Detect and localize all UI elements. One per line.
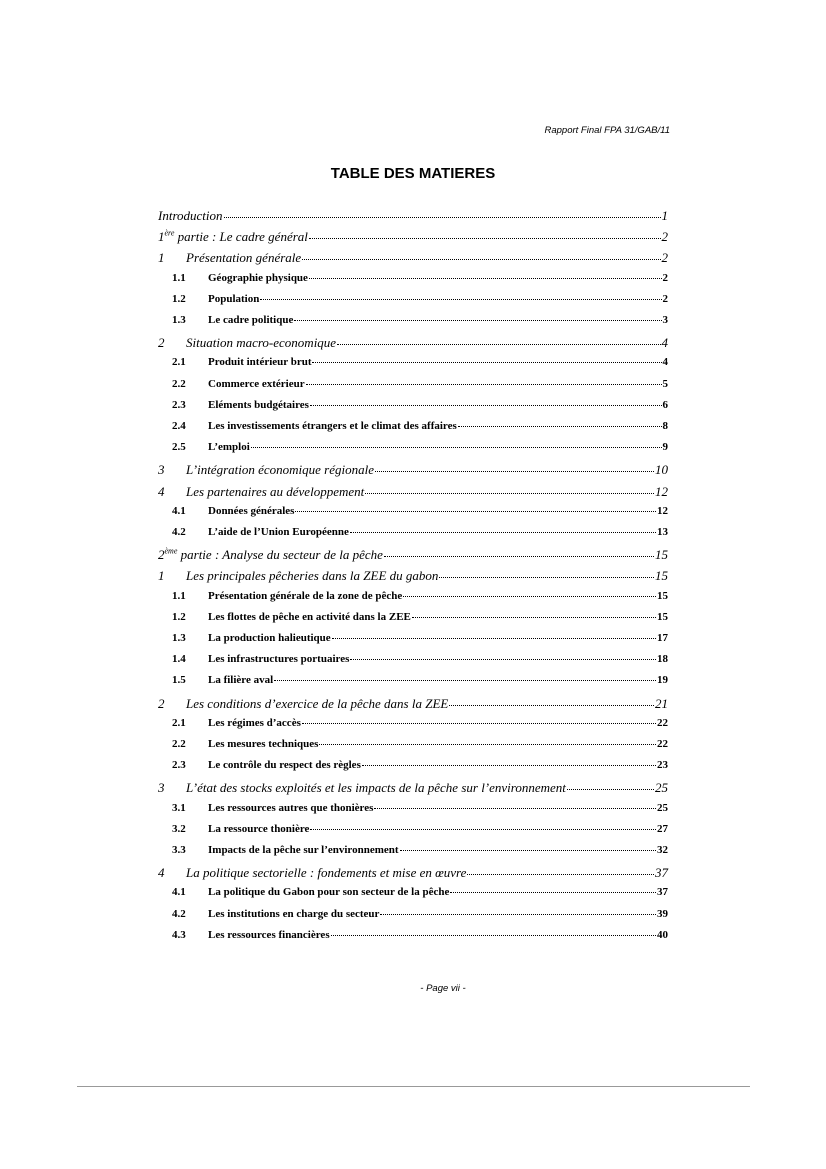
toc-entry-page: 5	[662, 377, 668, 390]
toc-entry-page: 15	[655, 568, 668, 584]
toc-entry[interactable]	[172, 356, 668, 368]
toc-entry[interactable]	[172, 590, 668, 602]
toc-entry-page: 15	[657, 589, 668, 602]
toc-entry-title: La ressource thonière	[208, 822, 310, 835]
toc-dot-leader	[380, 914, 656, 915]
toc-dot-leader	[302, 259, 660, 260]
toc-entry[interactable]	[172, 929, 668, 941]
toc-dot-leader	[365, 493, 654, 494]
toc-dot-leader	[312, 362, 661, 363]
toc-entry-title: Données générales	[208, 504, 295, 517]
toc-entry-number: 2	[158, 695, 165, 711]
toc-entry-number: 2.1	[172, 356, 186, 369]
toc-entry-page: 21	[655, 695, 668, 711]
toc-entry-title: Présentation générale	[186, 250, 302, 266]
toc-part-number: 1	[158, 229, 165, 245]
toc-entry-title: Commerce extérieur	[208, 377, 305, 390]
toc-entry[interactable]	[158, 547, 668, 563]
toc-entry-title: La production halieutique	[208, 632, 331, 644]
toc-entry-title: Les flottes de pêche en activité dans la ZEE	[208, 610, 411, 623]
toc-entry-title: Population	[208, 292, 260, 305]
toc-entry[interactable]	[172, 611, 668, 623]
toc-entry-title	[158, 547, 383, 563]
toc-entry-number: 3.3	[172, 844, 186, 856]
toc-entry-title: Les conditions d’exercice de la pêche dans la ZEE	[186, 695, 449, 711]
toc-dot-leader	[295, 511, 656, 512]
toc-part-ordinal: ère	[164, 228, 175, 238]
toc-entry-page: 2	[662, 292, 668, 305]
toc-entry-page: 12	[655, 483, 668, 499]
toc-entry[interactable]	[172, 717, 668, 729]
toc-entry-page: 15	[657, 610, 668, 623]
toc-entry-number: 2	[158, 335, 165, 351]
toc-entry[interactable]	[172, 420, 668, 432]
toc-entry-page: 25	[657, 801, 668, 814]
toc-entry[interactable]	[172, 823, 668, 835]
toc-entry-title: La politique du Gabon pour son secteur de la pêche	[208, 886, 450, 899]
toc-dot-leader	[306, 384, 662, 385]
toc-dot-leader	[332, 638, 656, 639]
toc-entry-number: 1	[158, 250, 165, 266]
toc-entry-title: Produit intérieur brut	[208, 356, 312, 369]
toc-entry-number: 1.3	[172, 632, 186, 644]
toc-entry-title: L’emploi	[208, 441, 250, 454]
toc-entry-page: 2	[661, 229, 668, 245]
toc-entry-number: 4.1	[172, 886, 186, 899]
toc-entry-page: 13	[657, 526, 668, 538]
toc-entry-page: 23	[657, 759, 668, 772]
toc-entry[interactable]	[158, 462, 668, 478]
toc-entry-page: 8	[662, 420, 668, 432]
toc-entry[interactable]	[158, 696, 668, 712]
toc-entry-title: Introduction	[158, 208, 223, 223]
toc-dot-leader	[319, 744, 656, 745]
toc-entry[interactable]	[172, 674, 668, 686]
toc-dot-leader	[350, 532, 656, 533]
toc-entry-number: 2.2	[172, 738, 186, 750]
toc-entry-page: 10	[655, 462, 668, 478]
toc-dot-leader	[567, 789, 654, 790]
toc-entry-page: 4	[661, 335, 668, 351]
toc-entry-page: 12	[657, 504, 668, 517]
toc-dot-leader	[251, 447, 662, 448]
toc-entry-title: Présentation générale de la zone de pêche	[208, 589, 403, 602]
toc-entry-title: Les principales pêcheries dans la ZEE du gabon	[186, 568, 439, 584]
toc-entry-number: 1.3	[172, 314, 186, 326]
toc-dot-leader	[274, 680, 656, 681]
toc-part-ordinal: ème	[164, 546, 178, 556]
toc-entry[interactable]	[172, 293, 668, 305]
toc-entry-number: 1	[158, 568, 165, 584]
toc-dot-leader	[309, 238, 661, 239]
toc-dot-leader	[412, 617, 656, 618]
toc-dot-leader	[310, 829, 656, 830]
toc-entry-number: 3	[158, 462, 165, 478]
toc-dot-leader	[458, 426, 662, 427]
toc-entry-title: Les institutions en charge du secteur	[208, 907, 380, 920]
toc-entry-number: 1.4	[172, 653, 186, 666]
toc-entry-number: 2.4	[172, 420, 186, 432]
toc-entry-title: Les ressources financières	[208, 928, 330, 941]
toc-entry[interactable]	[172, 908, 668, 920]
toc-dot-leader	[449, 705, 654, 706]
toc-entry-page: 9	[662, 441, 668, 454]
toc-entry-title: Les partenaires au développement	[186, 483, 365, 499]
toc-entry-title: Situation macro-economique	[186, 335, 337, 351]
toc-entry-title: La filière aval	[208, 674, 274, 687]
toc-entry-number: 4	[158, 865, 165, 881]
toc-entry-page: 37	[657, 886, 668, 899]
toc-entry-number: 4.1	[172, 504, 186, 517]
toc-dot-leader	[467, 874, 654, 875]
toc-entry-page: 2	[662, 271, 668, 284]
toc-dot-leader	[375, 471, 654, 472]
toc-entry[interactable]	[172, 526, 668, 538]
toc-entry[interactable]	[158, 484, 668, 500]
toc-entry[interactable]	[172, 314, 668, 326]
toc-entry-page: 2	[661, 250, 668, 266]
toc-entry-page: 17	[657, 632, 668, 644]
toc-dot-leader	[309, 278, 662, 279]
toc-dot-leader	[302, 723, 656, 724]
toc-entry[interactable]	[172, 399, 668, 411]
toc-entry[interactable]	[158, 208, 668, 224]
toc-dot-leader	[260, 299, 661, 300]
toc-entry-page: 4	[662, 356, 668, 369]
toc-entry[interactable]	[172, 378, 668, 390]
toc-dot-leader	[450, 892, 656, 893]
toc-dot-leader	[224, 217, 661, 218]
toc-entry-page: 22	[657, 738, 668, 750]
toc-dot-leader	[439, 577, 654, 578]
toc-entry[interactable]	[172, 802, 668, 814]
toc-entry[interactable]	[172, 632, 668, 644]
toc-dot-leader	[374, 808, 656, 809]
toc-entry[interactable]	[172, 886, 668, 898]
toc-entry-number: 1.5	[172, 674, 186, 687]
toc-entry-number: 1.1	[172, 589, 186, 602]
toc-dot-leader	[337, 344, 660, 345]
page-title: TABLE DES MATIERES	[330, 165, 496, 182]
toc-entry-page: 39	[657, 907, 668, 920]
toc-entry-number: 3	[158, 780, 165, 796]
toc-entry-title: L’aide de l’Union Européenne	[208, 526, 349, 538]
toc-dot-leader	[400, 850, 656, 851]
toc-entry[interactable]	[172, 505, 668, 517]
toc-entry-title: Les régimes d’accès	[208, 716, 301, 729]
toc-entry-number: 2.3	[172, 398, 186, 411]
toc-entry-number: 1.2	[172, 610, 186, 623]
toc-entry[interactable]	[172, 653, 668, 665]
report-reference: Rapport Final FPA 31/GAB/11	[544, 125, 670, 136]
toc-entry-number: 3.1	[172, 801, 186, 814]
toc-dot-leader	[350, 659, 656, 660]
toc-entry-number: 1.1	[172, 271, 186, 284]
toc-entry-number: 2.5	[172, 441, 186, 454]
toc-entry[interactable]	[158, 229, 668, 245]
toc-dot-leader	[331, 935, 656, 936]
footer-divider	[77, 1086, 750, 1087]
toc-entry-number: 2.3	[172, 759, 186, 772]
toc-entry-title: Le contrôle du respect des règles	[208, 759, 361, 772]
toc-entry[interactable]	[172, 441, 668, 453]
toc-entry-number: 4	[158, 483, 165, 499]
toc-entry-title	[158, 229, 308, 245]
toc-entry-page: 37	[655, 865, 668, 881]
toc-entry-number: 2.1	[172, 716, 186, 729]
toc-entry-title: L’état des stocks exploités et les impacts de la pêche sur l’environnement	[186, 780, 566, 796]
toc-dot-leader	[384, 556, 654, 557]
toc-entry[interactable]	[172, 844, 668, 856]
toc-entry-page: 3	[662, 314, 668, 326]
toc-entry[interactable]	[158, 335, 668, 351]
toc-entry[interactable]	[158, 780, 668, 796]
toc-dot-leader	[294, 320, 661, 321]
toc-entry-page: 32	[657, 844, 668, 856]
toc-entry-title: Eléments budgétaires	[208, 398, 309, 411]
toc-entry[interactable]	[172, 272, 668, 284]
toc-entry-title: Les investissements étrangers et le climat des affaires	[208, 420, 457, 432]
toc-entry-page: 27	[657, 822, 668, 835]
toc-entry[interactable]	[172, 759, 668, 771]
toc-dot-leader	[310, 405, 662, 406]
toc-entry[interactable]	[158, 865, 668, 881]
toc-entry-title: Géographie physique	[208, 271, 308, 284]
toc-entry-page: 18	[657, 653, 668, 666]
toc-entry-page: 25	[655, 780, 668, 796]
toc-entry-page: 15	[655, 547, 668, 563]
toc-entry-title: Impacts de la pêche sur l’environnement	[208, 844, 399, 856]
toc-entry-page: 19	[657, 674, 668, 687]
page-number: - Page vii -	[420, 983, 466, 994]
toc-entry-title: Les ressources autres que thonières	[208, 801, 374, 814]
toc-entry-title: La politique sectorielle : fondements et mise en œuvre	[186, 865, 467, 881]
toc-entry-number: 3.2	[172, 822, 186, 835]
toc-entry-number: 1.2	[172, 292, 186, 305]
toc-part-title: partie : Le cadre général	[174, 229, 308, 245]
toc-entry-page: 1	[661, 208, 668, 223]
toc-entry-page: 22	[657, 716, 668, 729]
toc-entry-page: 40	[657, 928, 668, 941]
toc-entry-title: L’intégration économique régionale	[186, 462, 374, 478]
toc-entry[interactable]	[158, 568, 668, 584]
toc-part-number: 2	[158, 547, 165, 563]
toc-entry-number: 4.2	[172, 526, 186, 538]
toc-part-title: partie : Analyse du secteur de la pêche	[177, 547, 383, 563]
toc-entry-number: 2.2	[172, 377, 186, 390]
toc-entry-title: Le cadre politique	[208, 314, 294, 326]
toc-entry[interactable]	[158, 250, 668, 266]
toc-entry[interactable]	[172, 738, 668, 750]
toc-dot-leader	[403, 596, 656, 597]
toc-entry-number: 4.3	[172, 928, 186, 941]
toc-entry-title: Les infrastructures portuaires	[208, 653, 350, 666]
toc-entry-title: Les mesures techniques	[208, 738, 319, 750]
toc-entry-number: 4.2	[172, 907, 186, 920]
toc-entry-page: 6	[662, 398, 668, 411]
toc-dot-leader	[362, 765, 656, 766]
